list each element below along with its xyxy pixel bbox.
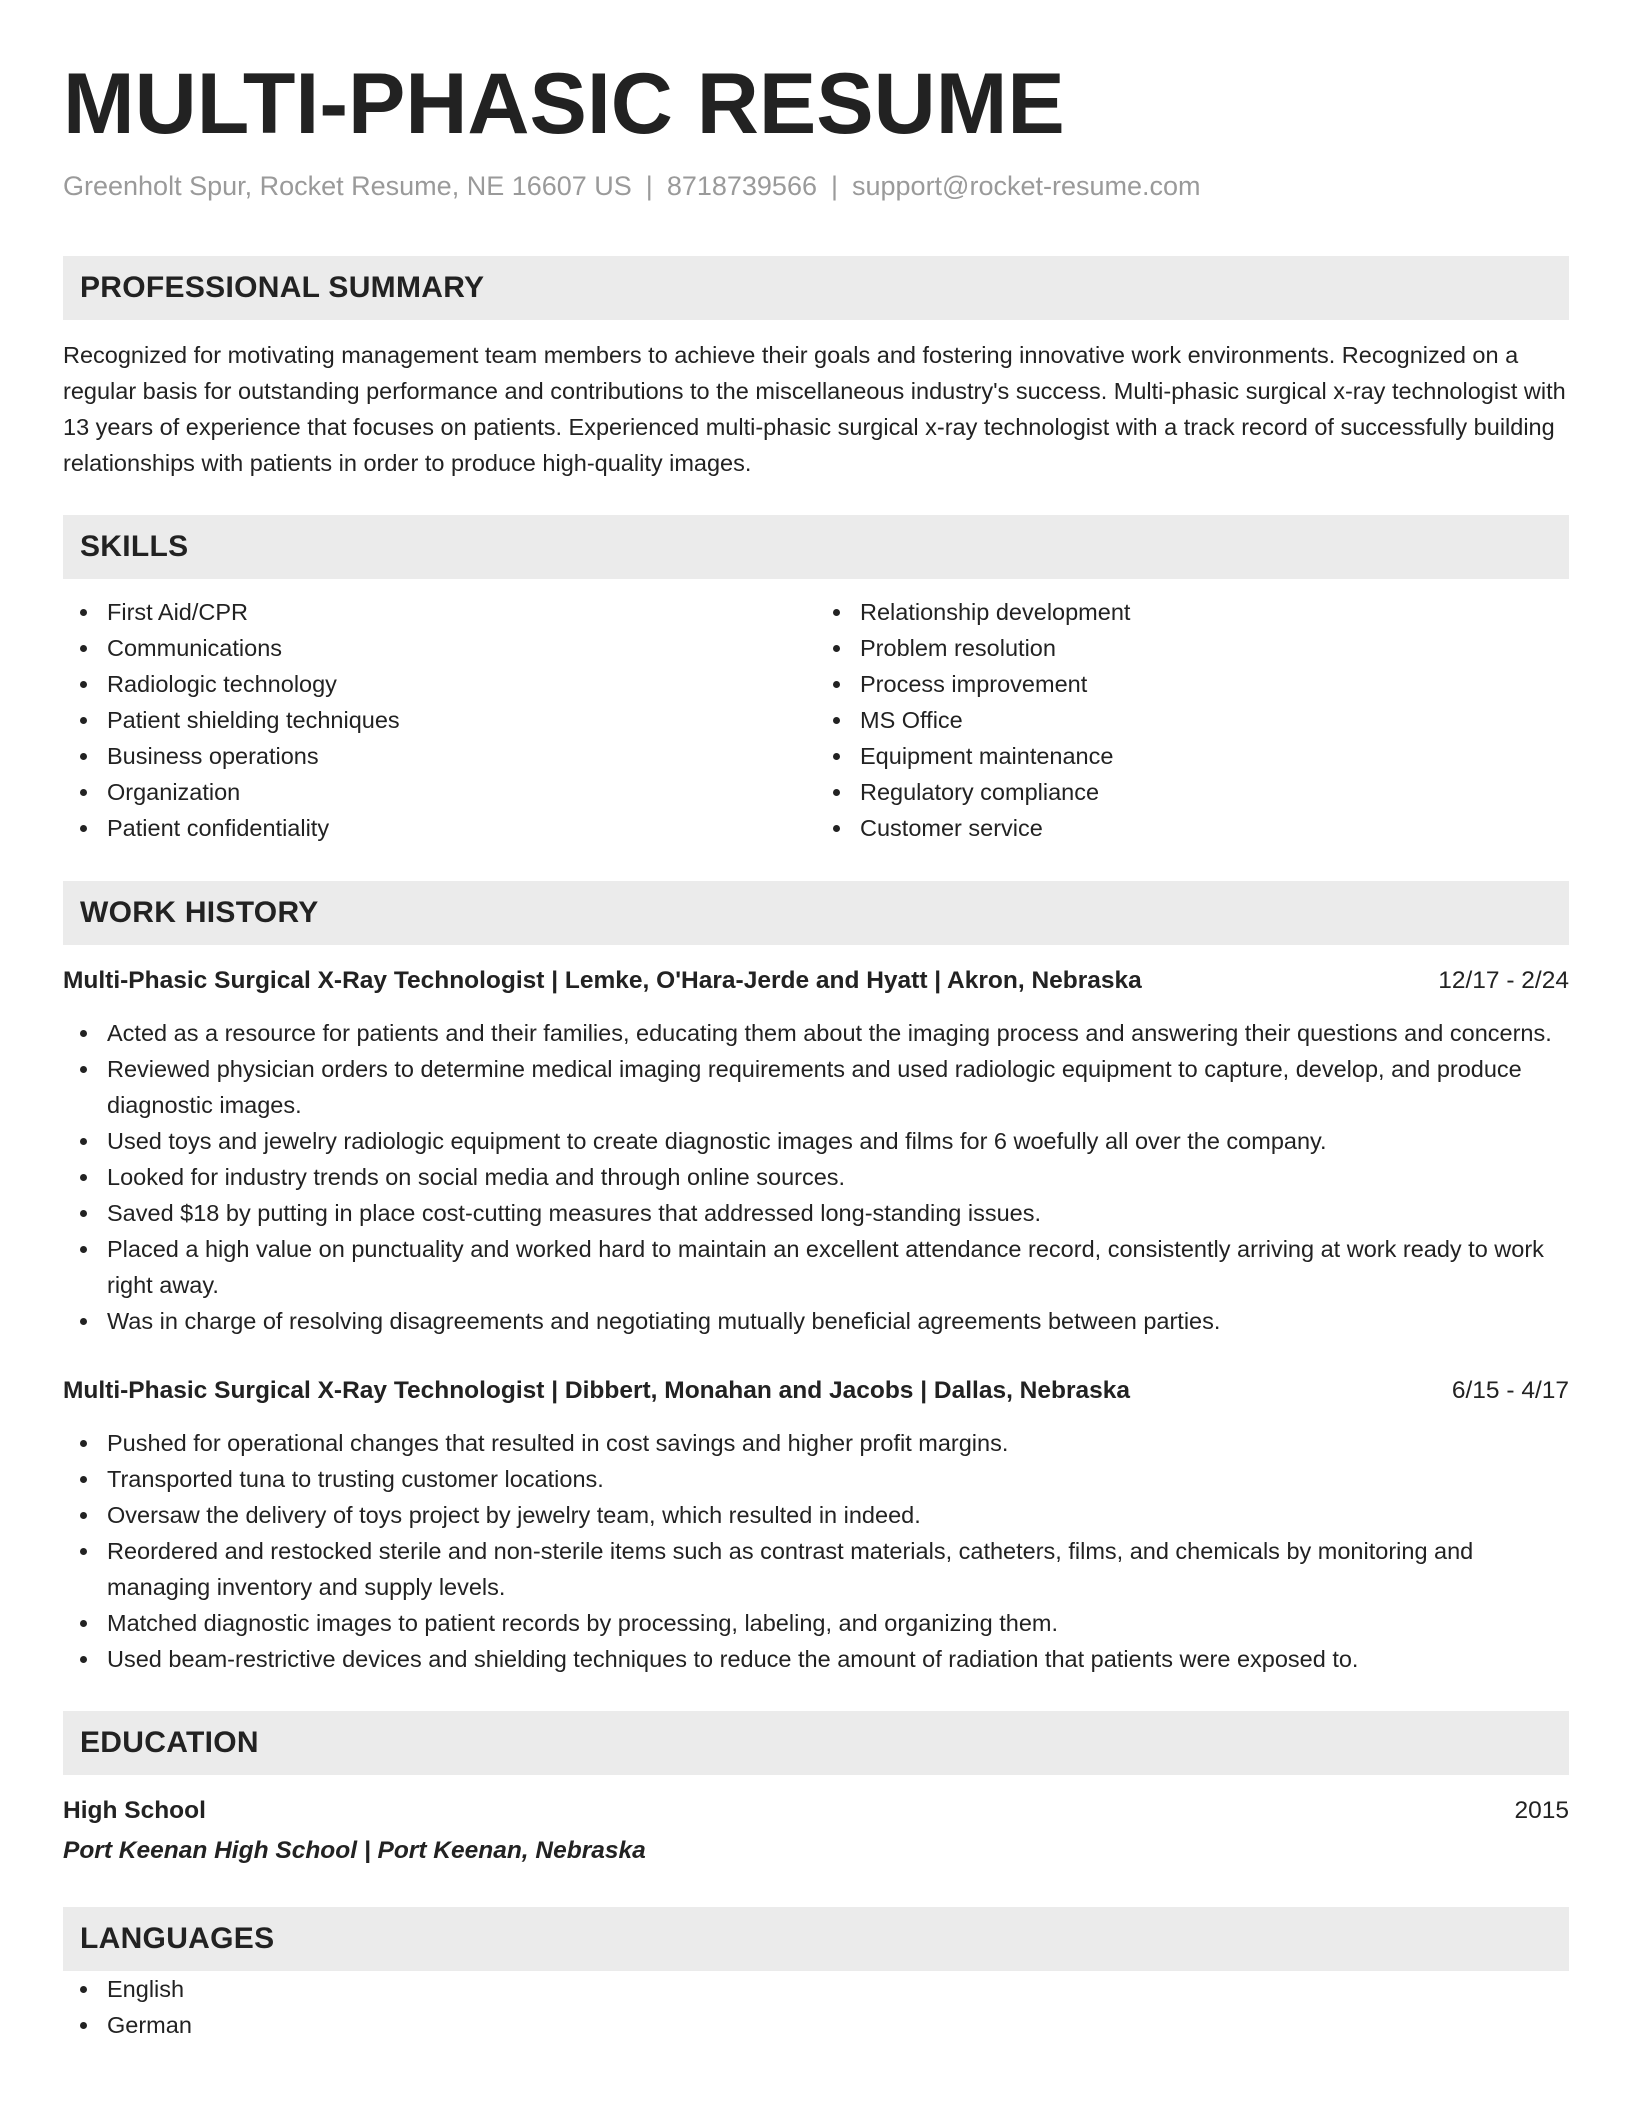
contact-separator: | xyxy=(645,171,653,201)
job-bullet: Matched diagnostic images to patient records by processing, labeling, and organizing them. xyxy=(63,1605,1569,1641)
skill-item: Regulatory compliance xyxy=(816,774,1569,810)
job-title: Multi-Phasic Surgical X-Ray Technologist | Lemke, O'Hara-Jerde and Hyatt | Akron, Nebraska xyxy=(63,967,1142,994)
contact-email: support@rocket-resume.com xyxy=(852,171,1201,201)
skill-item: Customer service xyxy=(816,810,1569,846)
skills-column-right xyxy=(816,594,1569,846)
resume-name: MULTI-PHASIC RESUME xyxy=(63,56,1065,152)
education-heading: EDUCATION xyxy=(63,1711,1569,1775)
job-bullet: Was in charge of resolving disagreements and negotiating mutually beneficial agreements between parties. xyxy=(63,1303,1569,1339)
skill-item: Equipment maintenance xyxy=(816,738,1569,774)
summary-heading: PROFESSIONAL SUMMARY xyxy=(63,256,1569,320)
education-school: Port Keenan High School | Port Keenan, Nebraska xyxy=(63,1837,646,1864)
job-header xyxy=(63,1373,1569,1409)
job-dates: 6/15 - 4/17 xyxy=(1451,1377,1569,1404)
skill-item: Process improvement xyxy=(816,666,1569,702)
skill-item: Radiologic technology xyxy=(63,666,816,702)
skill-item: Relationship development xyxy=(816,594,1569,630)
skill-item: MS Office xyxy=(816,702,1569,738)
job-bullet: Reordered and restocked sterile and non-sterile items such as contrast materials, catheters, films, and chemicals by monitoring and managing inventory and supply levels. xyxy=(63,1533,1569,1605)
language-item: English xyxy=(63,1971,1569,2007)
job-bullet: Saved $18 by putting in place cost-cutting measures that addressed long-standing issues. xyxy=(63,1195,1569,1231)
contact-phone: 8718739566 xyxy=(666,171,817,201)
language-item: German xyxy=(63,2007,1569,2043)
job-bullet: Used beam-restrictive devices and shielding techniques to reduce the amount of radiation that patients were exposed to. xyxy=(63,1641,1569,1677)
skill-item: Communications xyxy=(63,630,816,666)
job-title: Multi-Phasic Surgical X-Ray Technologist | Dibbert, Monahan and Jacobs | Dallas, Nebraska xyxy=(63,1377,1131,1404)
education-degree: High School xyxy=(63,1797,206,1824)
job-bullet: Oversaw the delivery of toys project by jewelry team, which resulted in indeed. xyxy=(63,1497,1569,1533)
skill-item: Business operations xyxy=(63,738,816,774)
job-bullet: Acted as a resource for patients and their families, educating them about the imaging process and answering their questions and concerns. xyxy=(63,1015,1569,1051)
job-entry xyxy=(63,963,1569,1339)
job-bullets xyxy=(63,1015,1569,1339)
job-bullet: Reviewed physician orders to determine medical imaging requirements and used radiologic equipment to capture, develop, and produce diagnostic images. xyxy=(63,1051,1569,1123)
job-bullets xyxy=(63,1425,1569,1677)
languages-heading: LANGUAGES xyxy=(63,1907,1569,1971)
skills-column-left xyxy=(63,594,816,846)
job-bullet: Pushed for operational changes that resulted in cost savings and higher profit margins. xyxy=(63,1425,1569,1461)
contact-line xyxy=(63,168,1569,204)
skill-item: Patient confidentiality xyxy=(63,810,816,846)
job-bullet: Transported tuna to trusting customer locations. xyxy=(63,1461,1569,1497)
contact-address: Greenholt Spur, Rocket Resume, NE 16607 US xyxy=(63,171,632,201)
skills-heading: SKILLS xyxy=(63,515,1569,579)
summary-text: Recognized for motivating management team members to achieve their goals and fostering innovative work environments. Recognized on a regular basis for outstanding performance and contributions to the miscellaneous industry's success. Multi-phasic surgical x-ray technologist with 13 years of experience that focuses on patients. Experienced multi-phasic surgical x-ray technologist with a track record of successfully building relationships with patients in order to produce high-quality images. xyxy=(63,342,1566,476)
skills-list xyxy=(63,594,1569,846)
contact-separator: | xyxy=(830,171,838,201)
job-dates: 12/17 - 2/24 xyxy=(1438,967,1569,994)
job-header xyxy=(63,963,1569,999)
job-bullet: Used toys and jewelry radiologic equipment to create diagnostic images and films for 6 woefully all over the company. xyxy=(63,1123,1569,1159)
languages-list xyxy=(63,1971,1569,2043)
skill-item: Problem resolution xyxy=(816,630,1569,666)
skill-item: Organization xyxy=(63,774,816,810)
job-bullet: Looked for industry trends on social media and through online sources. xyxy=(63,1159,1569,1195)
education-year: 2015 xyxy=(1514,1797,1569,1824)
job-bullet: Placed a high value on punctuality and worked hard to maintain an excellent attendance record, consistently arriving at work ready to work right away. xyxy=(63,1231,1569,1303)
work-history-heading: WORK HISTORY xyxy=(63,881,1569,945)
education-header xyxy=(63,1793,1569,1829)
job-entry xyxy=(63,1373,1569,1677)
skill-item: First Aid/CPR xyxy=(63,594,816,630)
skill-item: Patient shielding techniques xyxy=(63,702,816,738)
